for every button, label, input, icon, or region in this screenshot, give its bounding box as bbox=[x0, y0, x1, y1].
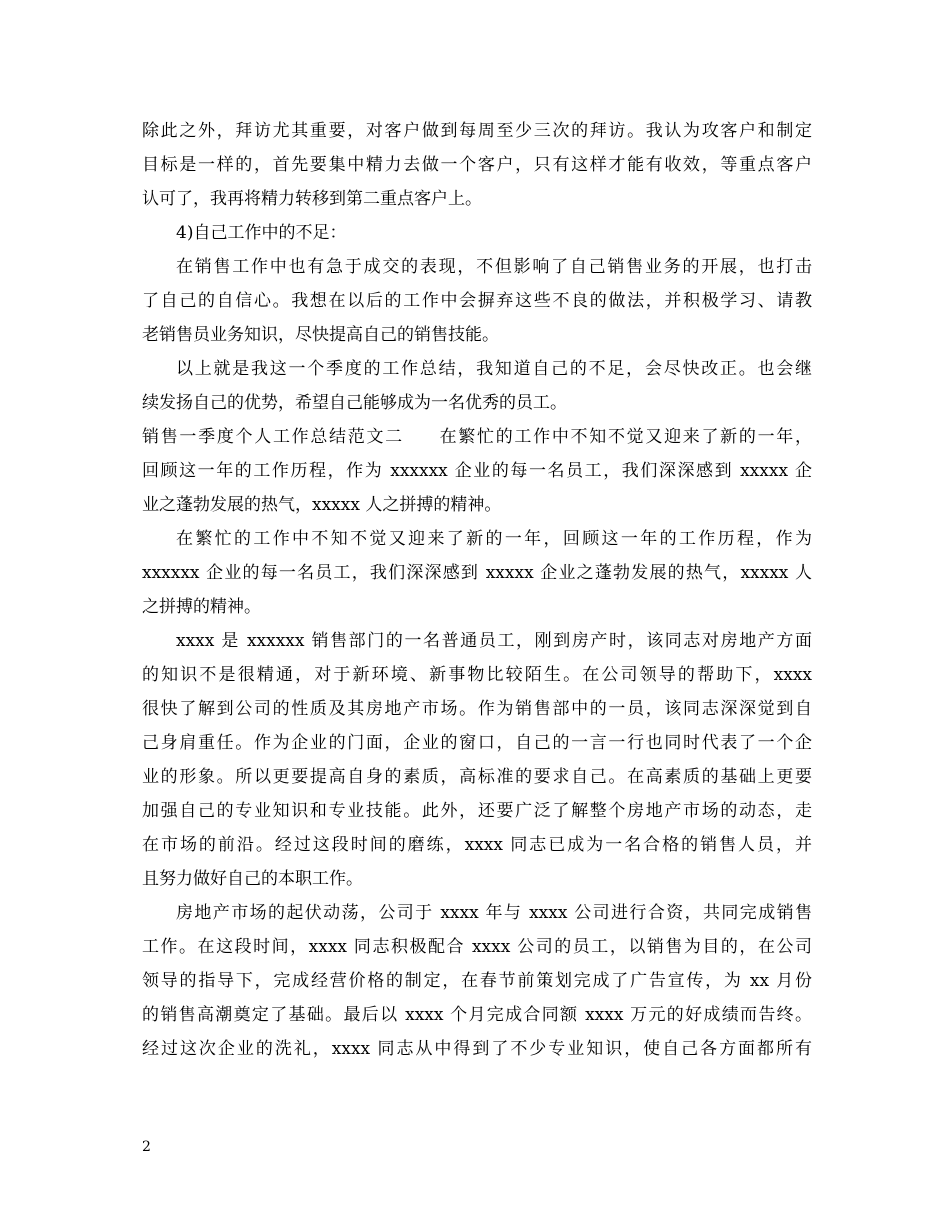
text-line bbox=[142, 148, 812, 182]
page-number: 2 bbox=[142, 1139, 151, 1155]
text-line-content: 4)自己工作中的不足： bbox=[176, 223, 347, 243]
text-line-content: 续发扬自己的优势，希望自己能够成为一名优秀的员工。 bbox=[142, 393, 567, 413]
text-line bbox=[142, 488, 812, 522]
text-line-content: 的知识不是很精通，对于新环境、新事物比较陌生。在公司领导的帮助下，xxxx bbox=[142, 665, 812, 685]
text-line-content: 房地产市场的起伏动荡，公司于 xxxx 年与 xxxx 公司进行合资，共同完成销售 bbox=[176, 903, 812, 923]
text-line bbox=[142, 318, 812, 352]
text-line-content: 了自己的自信心。我想在以后的工作中会摒弃这些不良的做法，并积极学习、请教 bbox=[142, 291, 812, 311]
text-line bbox=[142, 1032, 812, 1066]
text-line-content: 老销售员业务知识，尽快提高自己的销售技能。 bbox=[142, 325, 499, 345]
text-line-content: 目标是一样的，首先要集中精力去做一个客户，只有这样才能有收效，等重点客户 bbox=[142, 155, 812, 175]
text-line-content: 业的形象。所以更要提高自身的素质，高标准的要求自己。在高素质的基础上更要 bbox=[142, 767, 812, 787]
text-line-content: 工作。在这段时间，xxxx 同志积极配合 xxxx 公司的员工，以销售为目的，在公司 bbox=[142, 937, 812, 957]
text-line-content: 在繁忙的工作中不知不觉又迎来了新的一年，回顾这一年的工作历程，作为 bbox=[176, 529, 812, 549]
text-line bbox=[142, 794, 812, 828]
text-line-content: 在市场的前沿。经过这段时间的磨练，xxxx 同志已成为一名合格的销售人员，并 bbox=[142, 835, 812, 855]
text-line-content: 之拼搏的精神。 bbox=[142, 597, 261, 617]
text-line-content: 经过这次企业的洗礼，xxxx 同志从中得到了不少专业知识，使自己各方面都所有 bbox=[142, 1039, 812, 1059]
text-line-content: 除此之外，拜访尤其重要，对客户做到每周至少三次的拜访。我认为攻客户和制定 bbox=[142, 121, 812, 141]
text-line bbox=[142, 862, 812, 896]
text-line-content: 在销售工作中也有急于成交的表现，不但影响了自己销售业务的开展，也打击 bbox=[176, 257, 812, 277]
text-line-content: 认可了，我再将精力转移到第二重点客户上。 bbox=[142, 189, 482, 209]
text-line bbox=[142, 114, 812, 148]
text-line-continuation: 在繁忙的工作中不知不觉又迎来了新的一年， bbox=[437, 427, 813, 447]
text-line bbox=[142, 420, 812, 454]
text-line-content: 销售一季度个人工作总结范文二 bbox=[142, 427, 404, 447]
document-body bbox=[142, 114, 812, 1066]
text-line bbox=[142, 182, 812, 216]
text-line bbox=[142, 454, 812, 488]
text-line-content: xxxx 是 xxxxxx 销售部门的一名普通员工，刚到房产时，该同志对房地产方面 bbox=[176, 631, 812, 651]
text-line bbox=[142, 522, 812, 556]
text-line-content: 业之蓬勃发展的热气，xxxxx 人之拼搏的精神。 bbox=[142, 495, 502, 515]
text-line bbox=[142, 658, 812, 692]
text-line-content: 己身肩重任。作为企业的门面，企业的窗口，自己的一言一行也同时代表了一个企 bbox=[142, 733, 812, 753]
text-line bbox=[142, 998, 812, 1032]
text-line-content: 的销售高潮奠定了基础。最后以 xxxx 个月完成合同额 xxxx 万元的好成绩而告终。 bbox=[142, 1005, 812, 1025]
text-line bbox=[142, 590, 812, 624]
text-line bbox=[142, 352, 812, 386]
text-line-content: 且努力做好自己的本职工作。 bbox=[142, 869, 363, 889]
text-line-content: 加强自己的专业知识和专业技能。此外，还要广泛了解整个房地产市场的动态，走 bbox=[142, 801, 812, 821]
text-line bbox=[142, 386, 812, 420]
text-line bbox=[142, 216, 812, 250]
text-line-content: 以上就是我这一个季度的工作总结，我知道自己的不足，会尽快改正。也会继 bbox=[176, 359, 812, 379]
text-line-content: xxxxxx 企业的每一名员工，我们深深感到 xxxxx 企业之蓬勃发展的热气，xxxxx 人 bbox=[142, 563, 812, 583]
text-line-content: 领导的指导下，完成经营价格的制定，在春节前策划完成了广告宣传，为 xx 月份 bbox=[142, 971, 812, 991]
text-line bbox=[142, 760, 812, 794]
text-line bbox=[142, 726, 812, 760]
text-line bbox=[142, 692, 812, 726]
text-line bbox=[142, 828, 812, 862]
text-line bbox=[142, 964, 812, 998]
text-line bbox=[142, 896, 812, 930]
text-line-content: 回顾这一年的工作历程，作为 xxxxxx 企业的每一名员工，我们深深感到 xxxxx 企 bbox=[142, 461, 812, 481]
text-line bbox=[142, 250, 812, 284]
text-line bbox=[142, 624, 812, 658]
text-line bbox=[142, 556, 812, 590]
text-line bbox=[142, 284, 812, 318]
text-line-content: 很快了解到公司的性质及其房地产市场。作为销售部中的一员，该同志深深觉到自 bbox=[142, 699, 812, 719]
text-line bbox=[142, 930, 812, 964]
